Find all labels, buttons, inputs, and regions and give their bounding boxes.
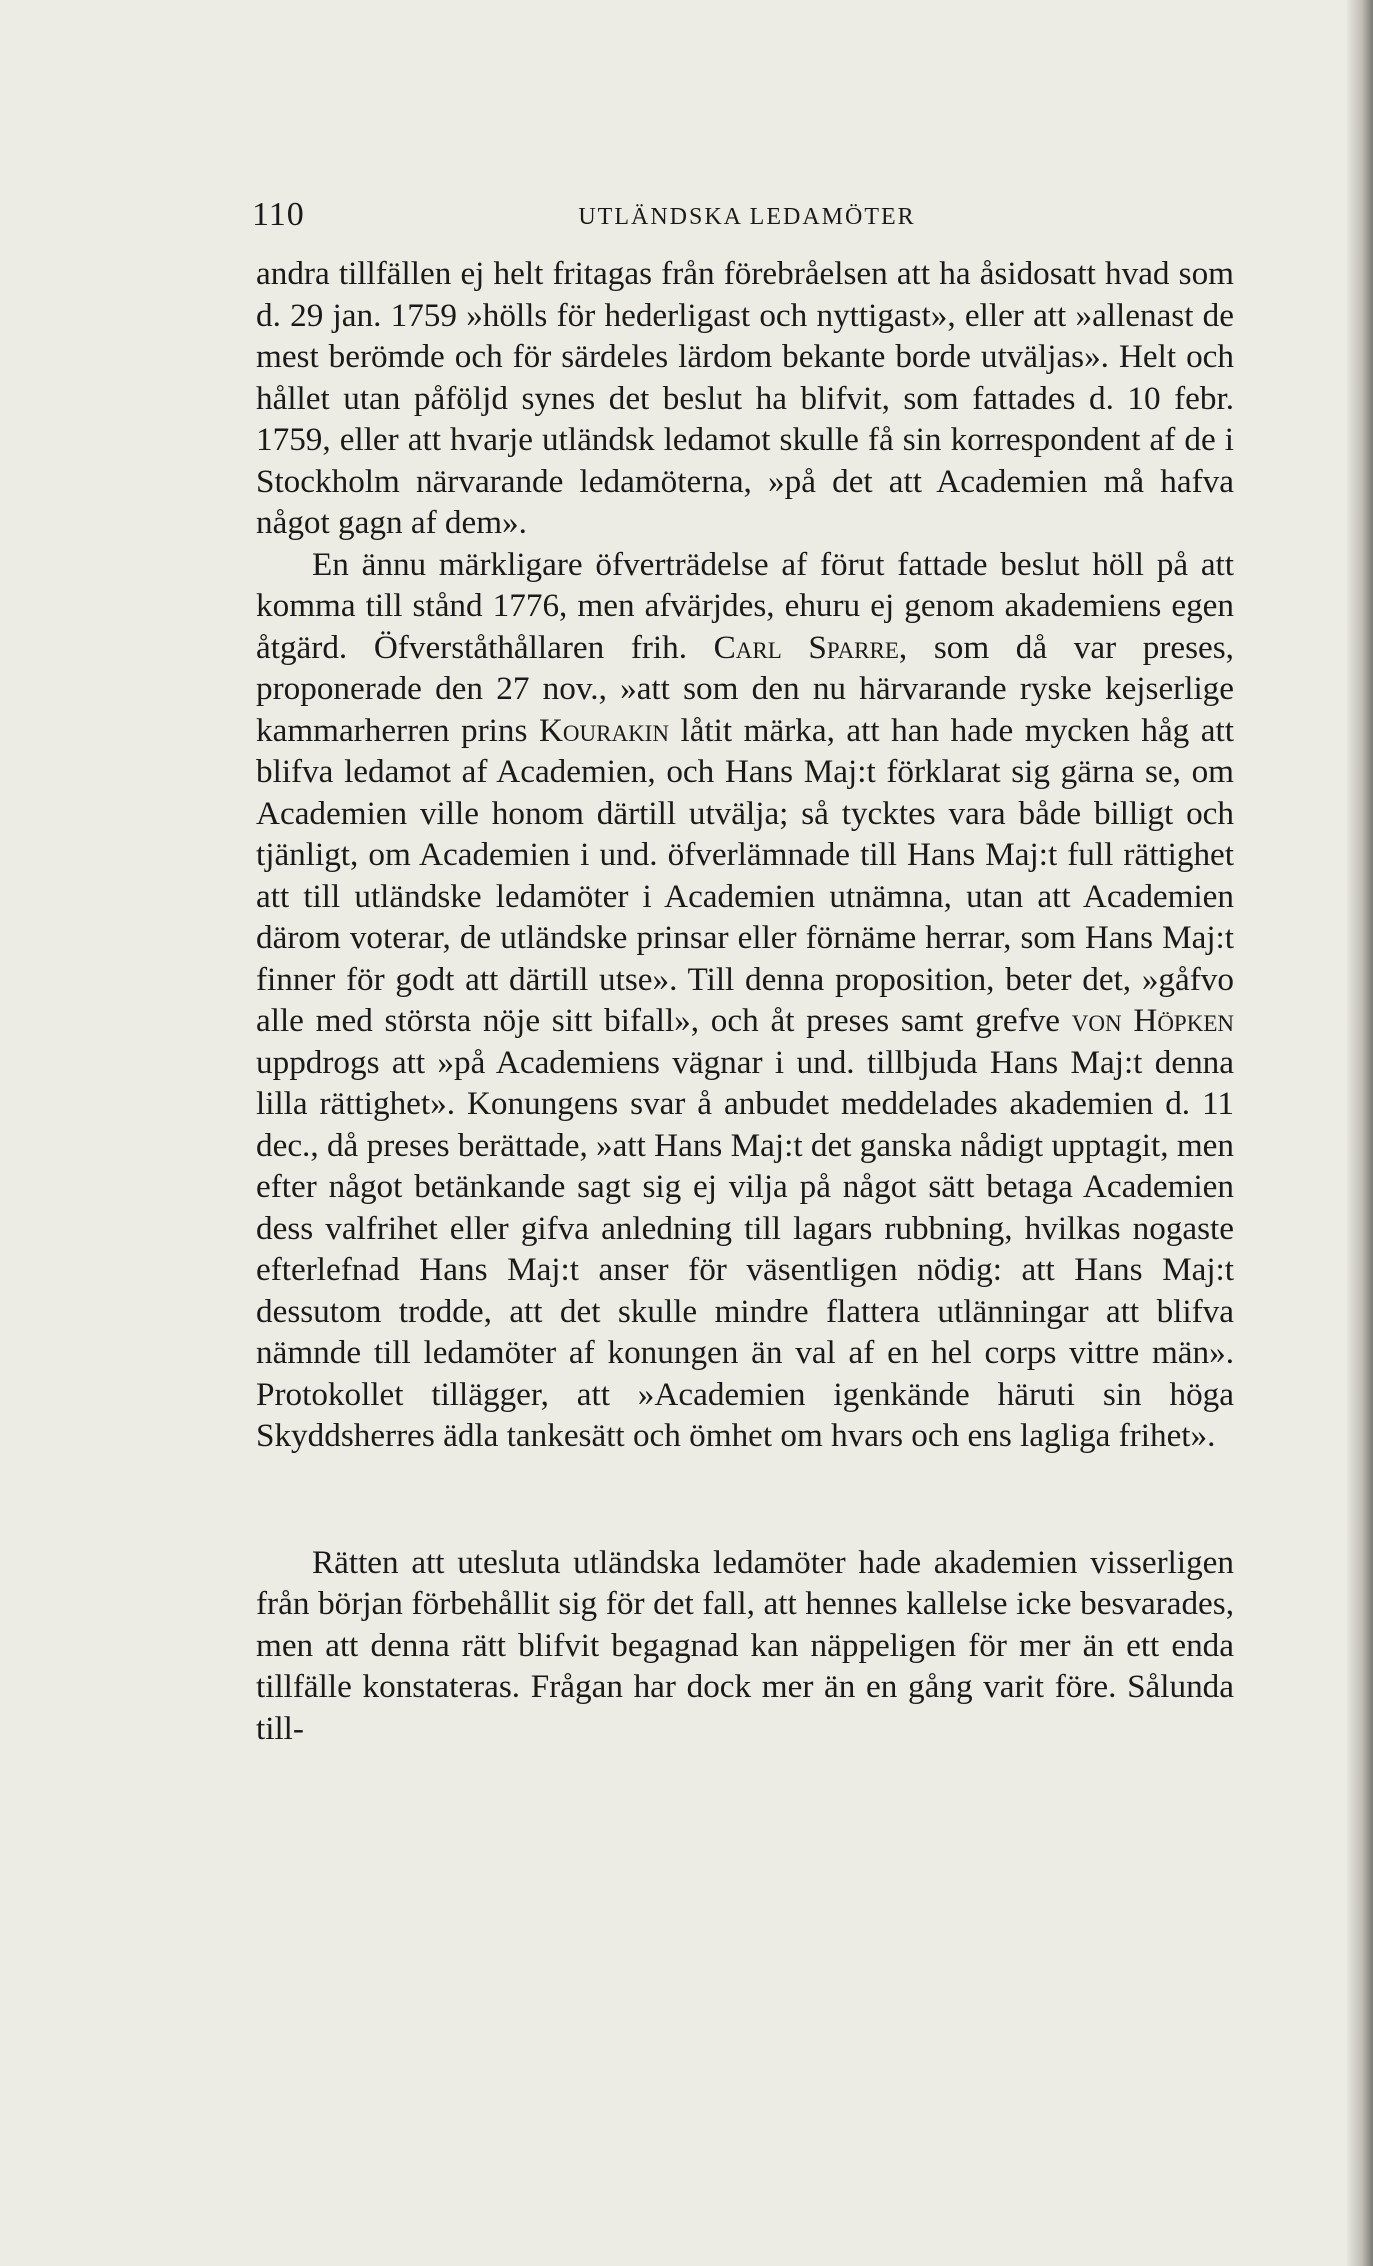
- page-header: [252, 196, 1242, 246]
- text-segment: låtit märka, att han hade mycken håg att blifva ledamot af Academien, och Hans Maj:t förklarat sig gärna se, om Academien ville honom därtill utvälja; så tycktes vara både billigt och tjänligt, om Academien i und. öfverlämnade till Hans Maj:t full rättighet att till utländske ledamöter i Academien utnämna, utan att Academien därom voterar, de utländske prinsar eller förnäme herrar, som Hans Maj:t finner för godt att därtill utse». Till denna proposition, beter det, »gåfvo alle med största nöje sitt bifall», och åt preses samt grefve: [256, 711, 1234, 1039]
- text-segment: uppdrogs att »på Academiens vägnar i und. tillbjuda Hans Maj:t denna lilla rättighet». Konungens svar å anbudet meddelades akademien d. 11 dec., då preses berättade, »att Hans Maj:t det ganska nådigt upptagit, men efter något betänkande sagt sig ej vilja på något sätt betaga Academien dess valfrihet eller gifva anledning till lagars rubbning, hvilkas nogaste efterlefnad Hans Maj:t anser för väsentligen nödig: att Hans Maj:t dessutom trodde, att det skulle mindre flattera utlänningar att blifva nämnde till ledamöter af konungen än val af en hel corps vittre män». Protokollet tillägger, att »Academien igenkände häruti sin höga Skyddsherres ädla tankesätt och ömhet om hvars och ens lagliga frihet».: [256, 1043, 1234, 1454]
- page-number: 110: [252, 196, 305, 233]
- person-name: von Höpken: [1071, 1002, 1234, 1039]
- text-segment: andra tillfällen ej helt fritagas från förebråelsen att ha åsidosatt hvad som d. 29 jan. 1759 »hölls för hederligast och nyttigast», eller att »allenast de mest berömde och för särdeles lärdom bekante borde utväljas». Helt och hållet utan påföljd synes det beslut ha blifvit, som fattades d. 10 febr. 1759, eller att hvarje utländsk ledamot skulle få sin korrespondent af de i Stockholm närvarande ledamöterna, »på det att Academien må hafva något gagn af dem».: [256, 255, 1234, 541]
- page-edge-shadow: [1345, 0, 1373, 2266]
- body-text: [256, 253, 1234, 1749]
- person-name: Carl Sparre: [713, 628, 899, 666]
- running-head: UTLÄNDSKA LEDAMÖTER: [578, 204, 916, 230]
- section-gap: [256, 1457, 1234, 1542]
- paragraph: [256, 1542, 1234, 1750]
- text-segment: En ännu märkligare öfverträdelse af förut fattade beslut höll på att komma till stånd 1776, men afvärjdes, ehuru ej genom akademiens egen åtgärd. Öfverståthållaren frih.: [256, 545, 1234, 666]
- paragraph: [256, 253, 1234, 544]
- text-segment: , som då var preses, proponerade den 27 nov., »att som den nu härvarande ryske kejserlige kammarherren prins: [256, 628, 1234, 749]
- paragraph: [256, 544, 1234, 1457]
- text-segment: Rätten att utesluta utländska ledamöter hade akademien visserligen från början förbehållit sig för det fall, att hennes kallelse icke besvarades, men att denna rätt blifvit begagnad kan näppeligen för mer än ett enda tillfälle konstateras. Frågan har dock mer än en gång varit före. Sålunda till-: [256, 1543, 1234, 1747]
- person-name: Kourakin: [538, 711, 669, 749]
